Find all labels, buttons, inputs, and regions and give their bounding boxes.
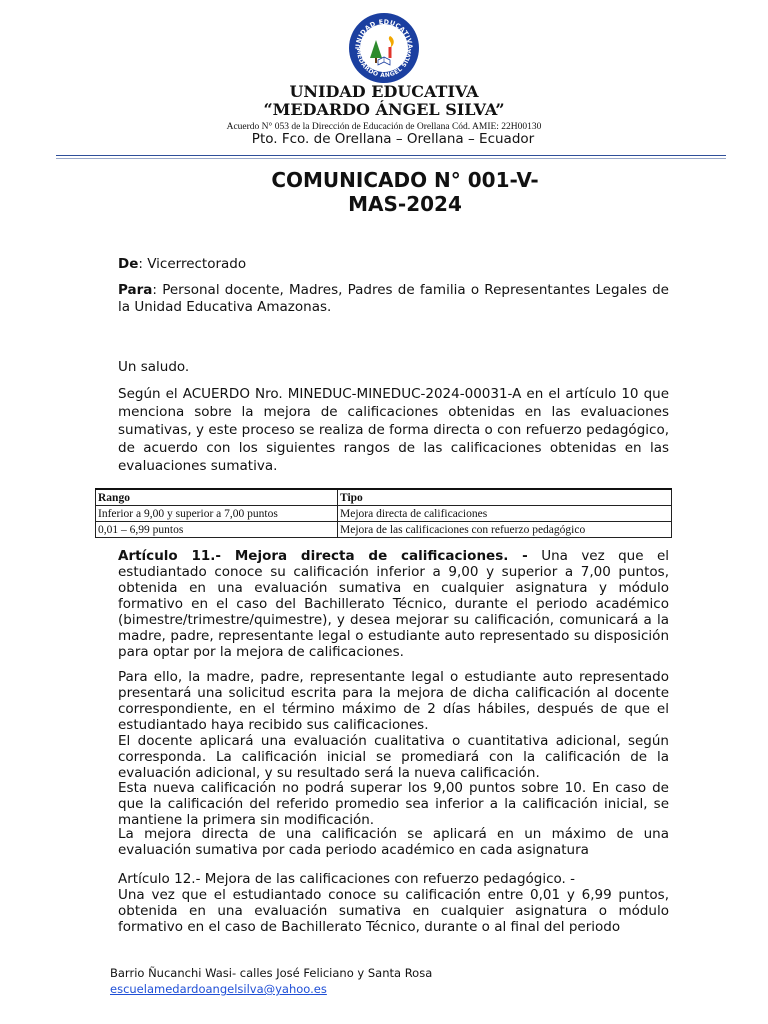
article-11-paragraph-5: La mejora directa de una calificación se aplicará en un máximo de una evaluación sumativa por cada periodo académico en cada asignatura <box>118 826 669 858</box>
article-11-text: Una vez que el estudiantado conoce su calificación inferior a 9,00 y superior a 7,00 puntos, obtenida en una evaluación sumativa en cualquier asignatura y módulo formativo en el caso del Bachillerato Técnico, durante el periodo académico (bimestre/trimestre/quimestre), y desea mejorar su calificación, comunicará a la madre, padre, representante legal o estudiante auto representado su disposición para optar por la mejora de calificaciones. <box>118 548 670 660</box>
table-cell: Inferior a 9,00 y superior a 7,00 puntos <box>96 506 338 522</box>
agreement-line: Acuerdo N° 053 de la Dirección de Educación de Orellana Cód. AMIE: 22H00130 <box>226 122 542 132</box>
table-cell: 0,01 – 6,99 puntos <box>96 522 338 538</box>
to-label: Para <box>118 282 153 298</box>
table-header-cell: Rango <box>96 489 338 506</box>
article-12-paragraph: Una vez que el estudiantado conoce su calificación entre 0,01 y 6,99 puntos, obtenida en una evaluación sumativa en cualquier asignatura o módulo formativo en el caso de Bachillerato Técnico, durante o al final del periodo <box>118 887 669 935</box>
table-cell: Mejora de las calificaciones con refuerzo pedagógico <box>338 522 672 538</box>
from-line <box>118 255 669 273</box>
school-name-line2: “MEDARDO ÁNGEL SILVA” <box>263 100 505 119</box>
article-11-heading: Artículo 11.- Mejora directa de calificaciones. - <box>118 548 528 564</box>
seal-text-bottom: MEDARDO ÁNGEL SILVA <box>354 48 414 80</box>
title-line2: MAS-2024 <box>348 192 462 216</box>
table-header-row <box>96 489 672 506</box>
to-line <box>118 282 669 316</box>
from-label: De <box>118 256 139 272</box>
table-header-cell: Tipo <box>338 489 672 506</box>
article-11-paragraph-3: El docente aplicará una evaluación cualitativa o cuantitativa adicional, según corresponda. La calificación inicial se promediará con la calificación de la evaluación adicional, y su resultado será la nueva calificación. <box>118 733 669 781</box>
table-row <box>96 506 672 522</box>
to-value: : Personal docente, Madres, Padres de familia o Representantes Legales de la Unidad Educativa Amazonas. <box>118 282 669 315</box>
header-divider <box>56 155 726 156</box>
torch-icon <box>389 47 392 58</box>
greeting: Un saludo. <box>118 359 190 375</box>
header-divider-secondary <box>56 158 726 159</box>
school-name-line1: UNIDAD EDUCATIVA <box>289 82 479 101</box>
from-value: : Vicerrectorado <box>138 256 247 272</box>
title-line1: COMUNICADO N° 001-V- <box>271 168 539 192</box>
table-cell: Mejora directa de calificaciones <box>338 506 672 522</box>
location-line: Pto. Fco. de Orellana – Orellana – Ecuador <box>251 131 535 147</box>
seal-text-top: UNIDAD EDUCATIVA <box>353 17 415 50</box>
article-11-paragraph-4: Esta nueva calificación no podrá superar los 9,00 puntos sobre 10. En caso de que la calificación del referido promedio sea inferior a la calificación inicial, se mantiene la primera sin modificación. <box>118 780 669 828</box>
school-seal-logo <box>348 12 420 84</box>
grade-range-table <box>95 488 672 538</box>
intro-paragraph: Según el ACUERDO Nro. MINEDUC-MINEDUC-2024-00031-A en el artículo 10 que menciona sobre la mejora de calificaciones obtenidas en las evaluaciones sumativas, y este proceso se realiza de forma directa o con refuerzo pedagógico, de acuerdo con los siguientes rangos de las calificaciones obtenidas en las evaluaciones sumativa. <box>118 386 669 474</box>
footer-address: Barrio Ñucanchi Wasi- calles José Feliciano y Santa Rosa <box>110 966 433 980</box>
article-11-paragraph <box>118 548 669 660</box>
table-row <box>96 522 672 538</box>
article-11-paragraph-2: Para ello, la madre, padre, representante legal o estudiante auto representado presentará una solicitud escrita para la mejora de dicha calificación al docente correspondiente, en el término máximo de 2 días hábiles, después de que el estudiantado haya recibido sus calificaciones. <box>118 669 669 733</box>
article-12-heading: Artículo 12.- Mejora de las calificaciones con refuerzo pedagógico. - <box>118 871 576 887</box>
footer-email-link[interactable]: escuelamedardoangelsilva@yahoo.es <box>110 982 327 996</box>
document-title <box>220 168 590 216</box>
